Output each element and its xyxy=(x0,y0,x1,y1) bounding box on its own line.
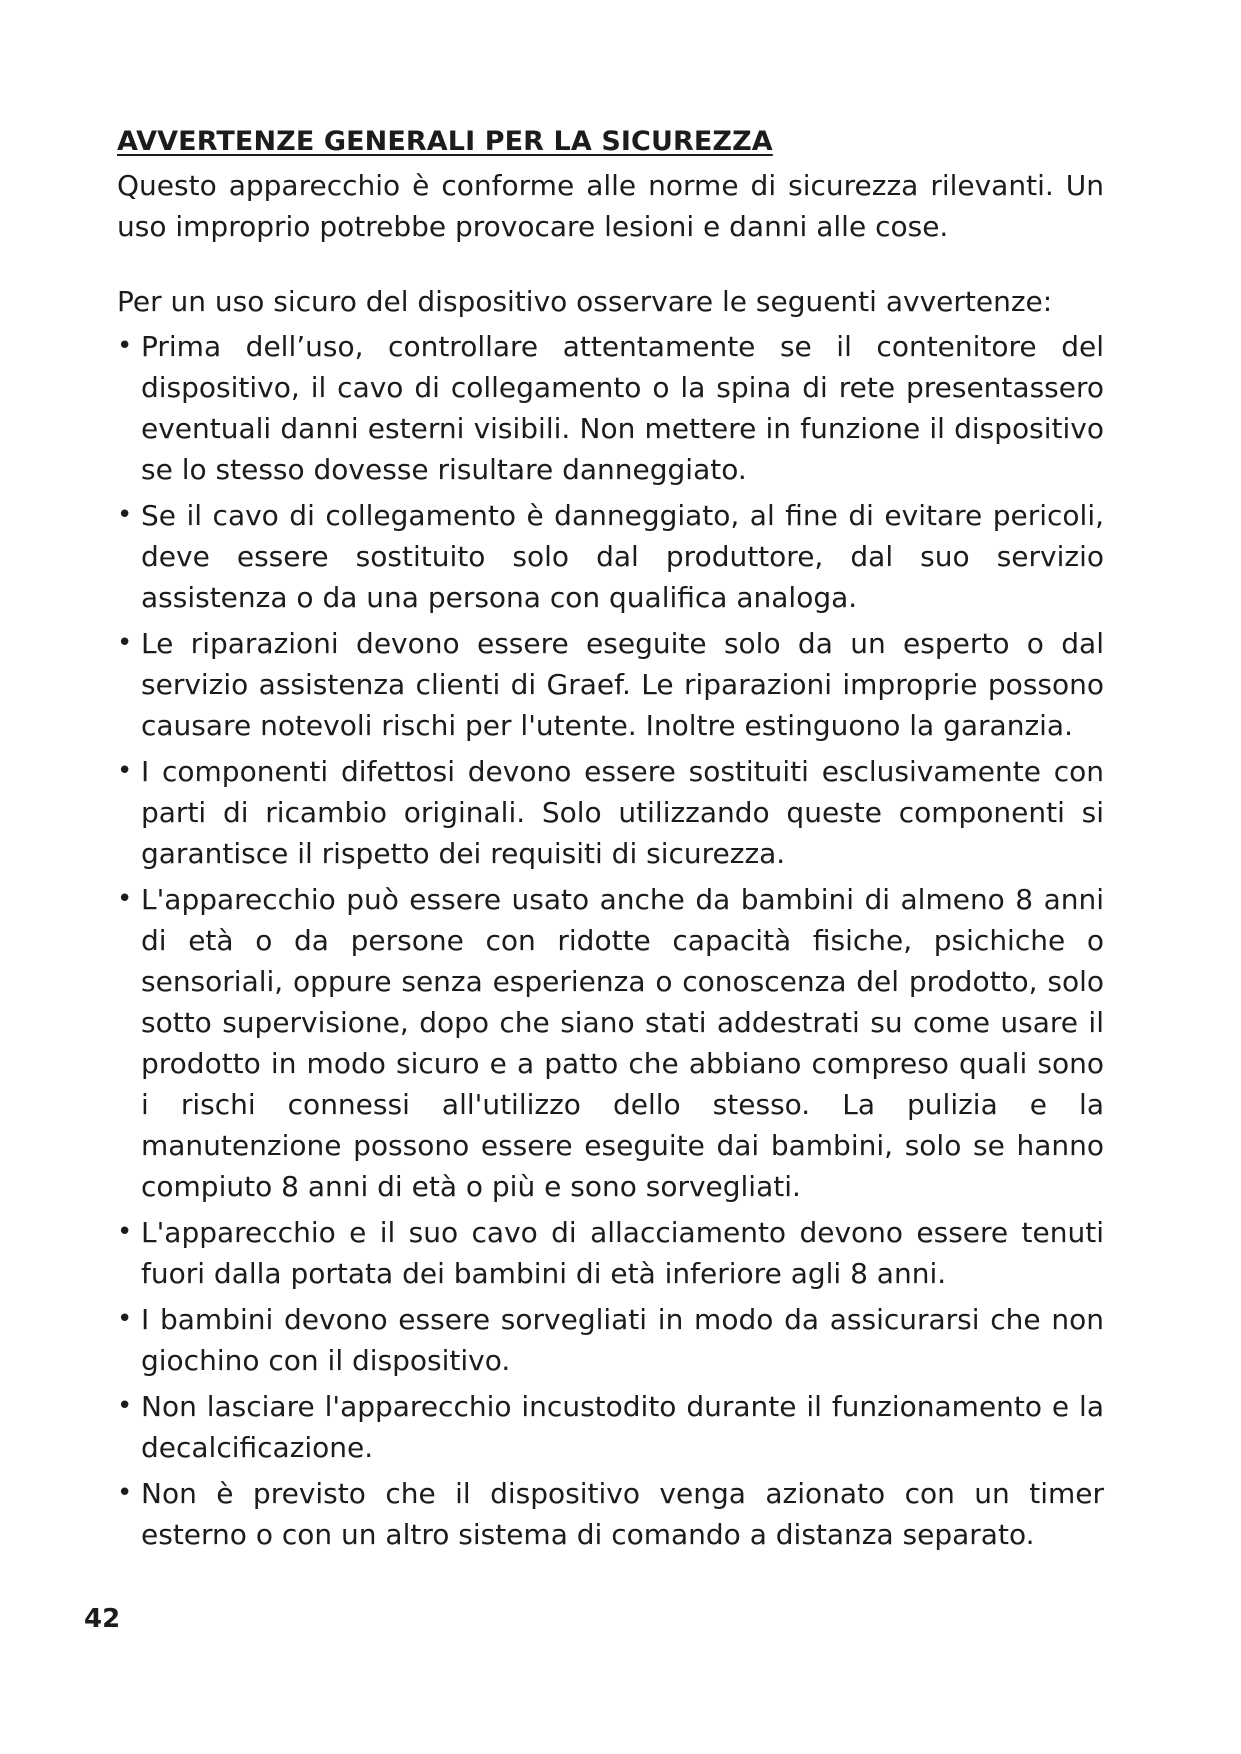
list-item xyxy=(117,1386,1104,1468)
list-item xyxy=(117,1299,1104,1381)
list-item-text: Non lasciare l'apparecchio incustodito durante il funzionamento e la decalcificazione. xyxy=(141,1390,1104,1465)
list-item-text: I bambini devono essere sorvegliati in modo da assicurarsi che non giochino con il dispositivo. xyxy=(141,1303,1104,1378)
bullet-icon: • xyxy=(117,884,133,915)
bullet-icon: • xyxy=(117,1478,133,1509)
list-item xyxy=(117,879,1104,1207)
list-item-text: Prima dell’uso, controllare attentamente se il contenitore del dispositivo, il cavo di collegamento o la spina di rete presentassero eventuali danni esterni visibili. Non mettere in funzione il dispositivo se lo stesso dovesse risultare danneggiato. xyxy=(141,330,1104,487)
bullet-icon: • xyxy=(117,628,133,659)
list-item xyxy=(117,1473,1104,1555)
bullet-icon: • xyxy=(117,1391,133,1422)
list-item-text: Se il cavo di collegamento è danneggiato, al fine di evitare pericoli, deve essere sostituito solo dal produttore, dal suo servizio assistenza o da una persona con qualifica analoga. xyxy=(141,499,1104,615)
bullet-icon: • xyxy=(117,500,133,531)
section-title: AVVERTENZE GENERALI PER LA SICUREZZA xyxy=(117,126,773,157)
list-item-text: L'apparecchio può essere usato anche da bambini di almeno 8 anni di età o da persone con ridotte capacità fisiche, psichiche o sensoriali, oppure senza esperienza o conoscenza del prodotto, solo sotto supervisione, dopo che siano stati addestrati su come usare il prodotto in modo sicuro e a patto che abbiano compreso quali sono i rischi connessi all'utilizzo dello stesso. La pulizia e la manutenzione possono essere eseguite dai bambini, solo se hanno compiuto 8 anni di età o più e sono sorvegliati. xyxy=(141,883,1104,1204)
page-number: 42 xyxy=(84,1604,121,1634)
bullet-icon: • xyxy=(117,756,133,787)
list-item-text: L'apparecchio e il suo cavo di allacciamento devono essere tenuti fuori dalla portata dei bambini di età inferiore agli 8 anni. xyxy=(141,1216,1104,1291)
list-item-text: Le riparazioni devono essere eseguite solo da un esperto o dal servizio assistenza clienti di Graef. Le riparazioni improprie possono causare notevoli rischi per l'utente. Inoltre estinguono la garanzia. xyxy=(141,627,1104,743)
bullet-icon: • xyxy=(117,1304,133,1335)
page-content xyxy=(117,124,1104,1560)
bullet-icon: • xyxy=(117,1217,133,1248)
list-item xyxy=(117,751,1104,874)
list-item-text: Non è previsto che il dispositivo venga azionato con un timer esterno o con un altro sistema di comando a distanza separato. xyxy=(141,1477,1104,1552)
list-item xyxy=(117,623,1104,746)
list-item-text: I componenti difettosi devono essere sostituiti esclusivamente con parti di ricambio originali. Solo utilizzando queste componenti si garantisce il rispetto dei requisiti di sicurezza. xyxy=(141,755,1104,871)
list-item xyxy=(117,1212,1104,1294)
safety-warnings-list xyxy=(117,326,1104,1555)
intro-paragraph: Questo apparecchio è conforme alle norme di sicurezza rilevanti. Un uso improprio potrebbe provocare lesioni e danni alle cose. xyxy=(117,169,1104,244)
lead-paragraph: Per un uso sicuro del dispositivo osservare le seguenti avvertenze: xyxy=(117,285,1053,319)
bullet-icon: • xyxy=(117,331,133,362)
list-item xyxy=(117,495,1104,618)
list-item xyxy=(117,326,1104,490)
